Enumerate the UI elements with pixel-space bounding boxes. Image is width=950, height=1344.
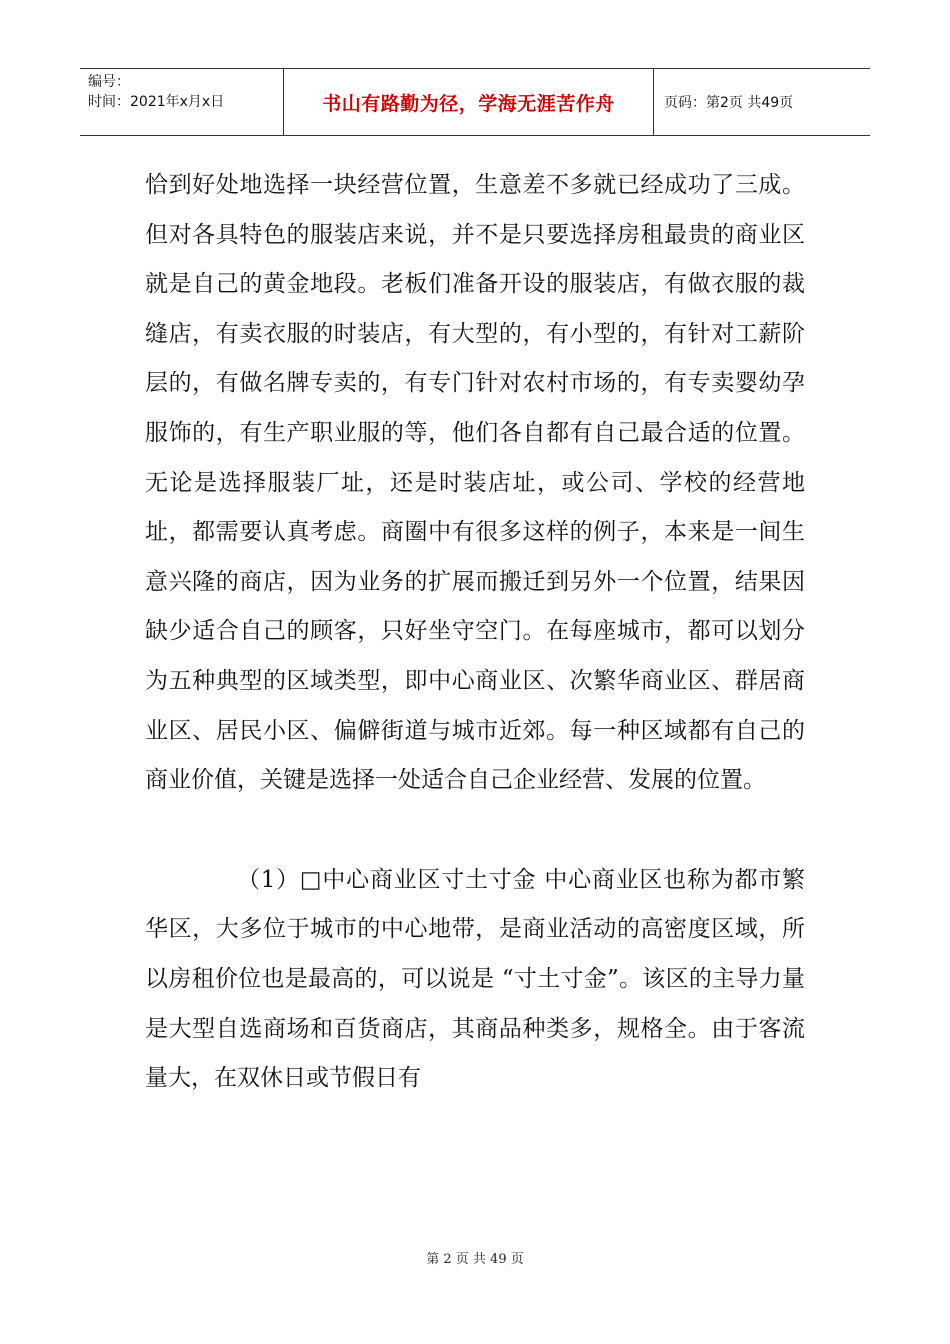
document-time-label: 时间：2021年x月x日 <box>88 94 225 110</box>
body-paragraph: （1）□中心商业区寸土寸金 中心商业区也称为都市繁华区，大多位于城市的中心地带，是商业活动的高密度区域，所以房租价位也是最高的，可以说是 “寸土寸金”。该区的主导力量是大型自选商场和百货商店，其商品种类多，规格全。由于客流量大，在双休日或节假日有 <box>145 866 805 1092</box>
header-page-info: 页码：第2页 共49页 <box>664 95 794 111</box>
header-motto: 书山有路勤为径，学海无涯苦作舟 <box>284 69 654 135</box>
document-number-label: 编号： <box>88 74 130 90</box>
body-paragraph: 恰到好处地选择一块经营位置，生意差不多就已经成功了三成。但对各具特色的服装店来说，并不是只要选择房租最贵的商业区就是自己的黄金地段。老板们准备开设的服装店，有做衣服的裁缝店，有卖衣服的时装店，有大型的，有小型的，有针对工薪阶层的，有做名牌专卖的，有专门针对农村市场的，有专卖婴幼孕服饰的，有生产职业服的等，他们各自都有自己最合适的位置。无论是选择服装厂址，还是时装店址，或公司、学校的经营地址，都需要认真考虑。商圈中有很多这样的例子，本来是一间生意兴隆的商店，因为业务的扩展而搬迁到另外一个位置，结果因缺少适合自己的顾客，只好坐守空门。在每座城市，都可以划分为五种典型的区域类型，即中心商业区、次繁华商业区、群居商业区、居民小区、偏僻街道与城市近郊。每一种区域都有自己的商业价值，关键是选择一处适合自己企业经营、发展的位置。 <box>145 172 805 794</box>
header-meta <box>80 69 284 135</box>
page-header <box>80 68 870 136</box>
page-footer: 第 2 页 共 49 页 <box>426 1252 524 1267</box>
document-body <box>145 161 805 1104</box>
